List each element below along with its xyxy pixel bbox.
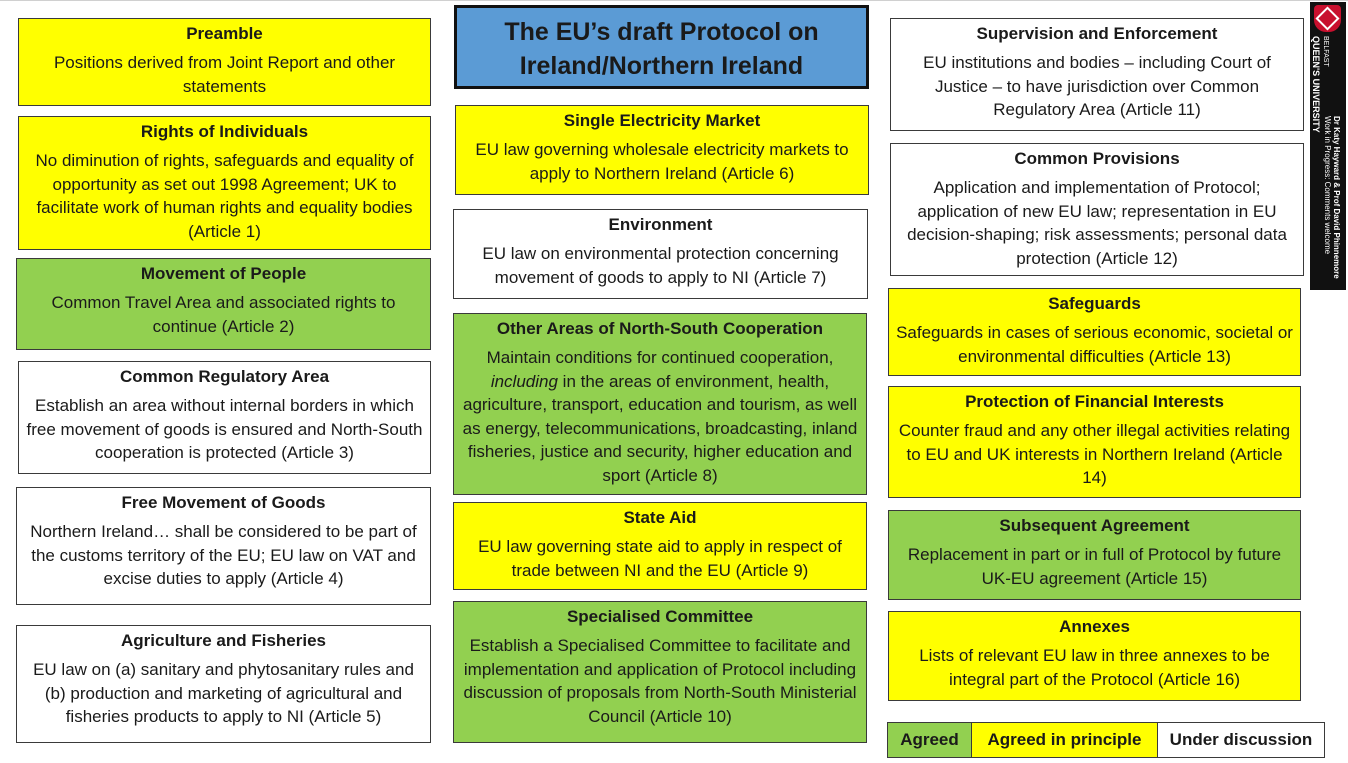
box-body: Safeguards in cases of serious economic, societal or environmental difficulties (Article 13) [896, 323, 1293, 366]
box-heading: Supervision and Enforcement [976, 24, 1218, 43]
box-heading: Common Provisions [1014, 149, 1180, 168]
logo-note: Work in Progress: Comments welcome [1323, 116, 1332, 255]
box-heading: Common Regulatory Area [119, 367, 330, 386]
box-heading: Environment [608, 215, 713, 234]
box-body: Application and implementation of Protocol; application of new EU law; representation in EU decision-shaping; risk assessments; personal data protection (Article 12) [907, 178, 1287, 268]
box-heading: Agriculture and Fisheries [121, 631, 326, 650]
title-line-1: The EU’s draft Protocol on [504, 18, 819, 46]
box-free-movement-of-goods [16, 487, 431, 605]
box-body: Establish a Specialised Committee to facilitate and implementation and application of Protocol including discussion of proposals from North-South Ministerial Council (Article 10) [463, 636, 857, 726]
box-heading: Free Movement of Goods [121, 493, 326, 512]
box-heading: Protection of Financial Interests [965, 392, 1224, 411]
box-environment [453, 209, 868, 299]
page-title [454, 5, 869, 89]
box-body: EU institutions and bodies – including Court of Justice – to have jurisdiction over Common Regulatory Area (Article 11) [923, 53, 1271, 119]
box-annexes [888, 611, 1301, 701]
box-heading: Subsequent Agreement [999, 516, 1190, 535]
box-body: EU law governing state aid to apply in respect of trade between NI and the EU (Article 9) [478, 537, 842, 580]
box-heading: Other Areas of North-South Cooperation [496, 319, 824, 338]
legend-agreed: Agreed [888, 723, 972, 757]
box-body: Lists of relevant EU law in three annexes to be integral part of the Protocol (Article 16) [919, 646, 1270, 689]
box-body: No diminution of rights, safeguards and equality of opportunity as set out 1998 Agreement; UK to facilitate work of human rights and equality bodies (Article 1) [35, 151, 414, 241]
box-heading: Single Electricity Market [563, 111, 761, 130]
box-north-south-cooperation [453, 313, 867, 495]
university-logo [1310, 2, 1346, 290]
box-common-provisions [890, 143, 1304, 276]
box-heading: Safeguards [1048, 294, 1141, 313]
box-heading: Movement of People [140, 264, 307, 283]
box-common-regulatory-area [18, 361, 431, 474]
logo-place: BELFAST [1322, 36, 1329, 67]
box-body [460, 346, 860, 487]
box-body: Establish an area without internal borders in which free movement of goods is ensured and North-South cooperation is protected (Article 3) [26, 396, 423, 462]
status-legend [887, 722, 1325, 758]
legend-under-discussion: Under discussion [1158, 723, 1324, 757]
body-text: Maintain conditions for continued cooperation, [486, 348, 834, 367]
body-emphasis: including [490, 371, 558, 391]
legend-agreed-in-principle: Agreed in principle [972, 723, 1158, 757]
crest-icon [1314, 5, 1341, 32]
box-heading: Rights of Individuals [140, 122, 309, 141]
box-agriculture-and-fisheries [16, 625, 431, 743]
logo-authors: Dr Katy Hayward & Prof David Phinnemore [1332, 116, 1341, 279]
box-preamble [18, 18, 431, 106]
logo-university-name: QUEEN'S UNIVERSITY [1311, 36, 1321, 133]
box-heading: Preamble [186, 24, 263, 43]
title-line-2: Ireland/Northern Ireland [519, 52, 804, 80]
box-body: Replacement in part or in full of Protocol by future UK-EU agreement (Article 15) [907, 545, 1282, 588]
body-text: in the areas of environment, health, agriculture, transport, education and tourism, as well as energy, telecommunications, broadcasting, inland fisheries, justice and security, higher education and sport (Article 8) [462, 371, 858, 485]
box-subsequent-agreement [888, 510, 1301, 600]
box-supervision-and-enforcement [890, 18, 1304, 131]
box-safeguards [888, 288, 1301, 376]
box-rights-of-individuals [18, 116, 431, 250]
box-body: EU law governing wholesale electricity markets to apply to Northern Ireland (Article 6) [475, 140, 849, 183]
box-body: Positions derived from Joint Report and other statements [53, 53, 396, 96]
box-heading: Annexes [1059, 617, 1130, 636]
box-protection-of-financial-interests [888, 386, 1301, 498]
box-heading: State Aid [623, 508, 697, 527]
box-state-aid [453, 502, 867, 590]
box-specialised-committee [453, 601, 867, 743]
box-movement-of-people [16, 258, 431, 350]
box-body: EU law on environmental protection concerning movement of goods to apply to NI (Article 7) [482, 244, 839, 287]
top-rule [0, 0, 1348, 1]
box-heading: Specialised Committee [566, 607, 754, 626]
box-body: Common Travel Area and associated rights to continue (Article 2) [51, 293, 396, 336]
box-body: Northern Ireland… shall be considered to be part of the customs territory of the EU; EU law on VAT and excise duties to apply (Article 4) [30, 522, 417, 588]
box-body: Counter fraud and any other illegal activities relating to EU and UK interests in Northern Ireland (Article 14) [898, 421, 1291, 487]
box-single-electricity-market [455, 105, 869, 195]
box-body: EU law on (a) sanitary and phytosanitary rules and (b) production and marketing of agricultural and fisheries products to apply to NI (Article 5) [33, 660, 414, 726]
